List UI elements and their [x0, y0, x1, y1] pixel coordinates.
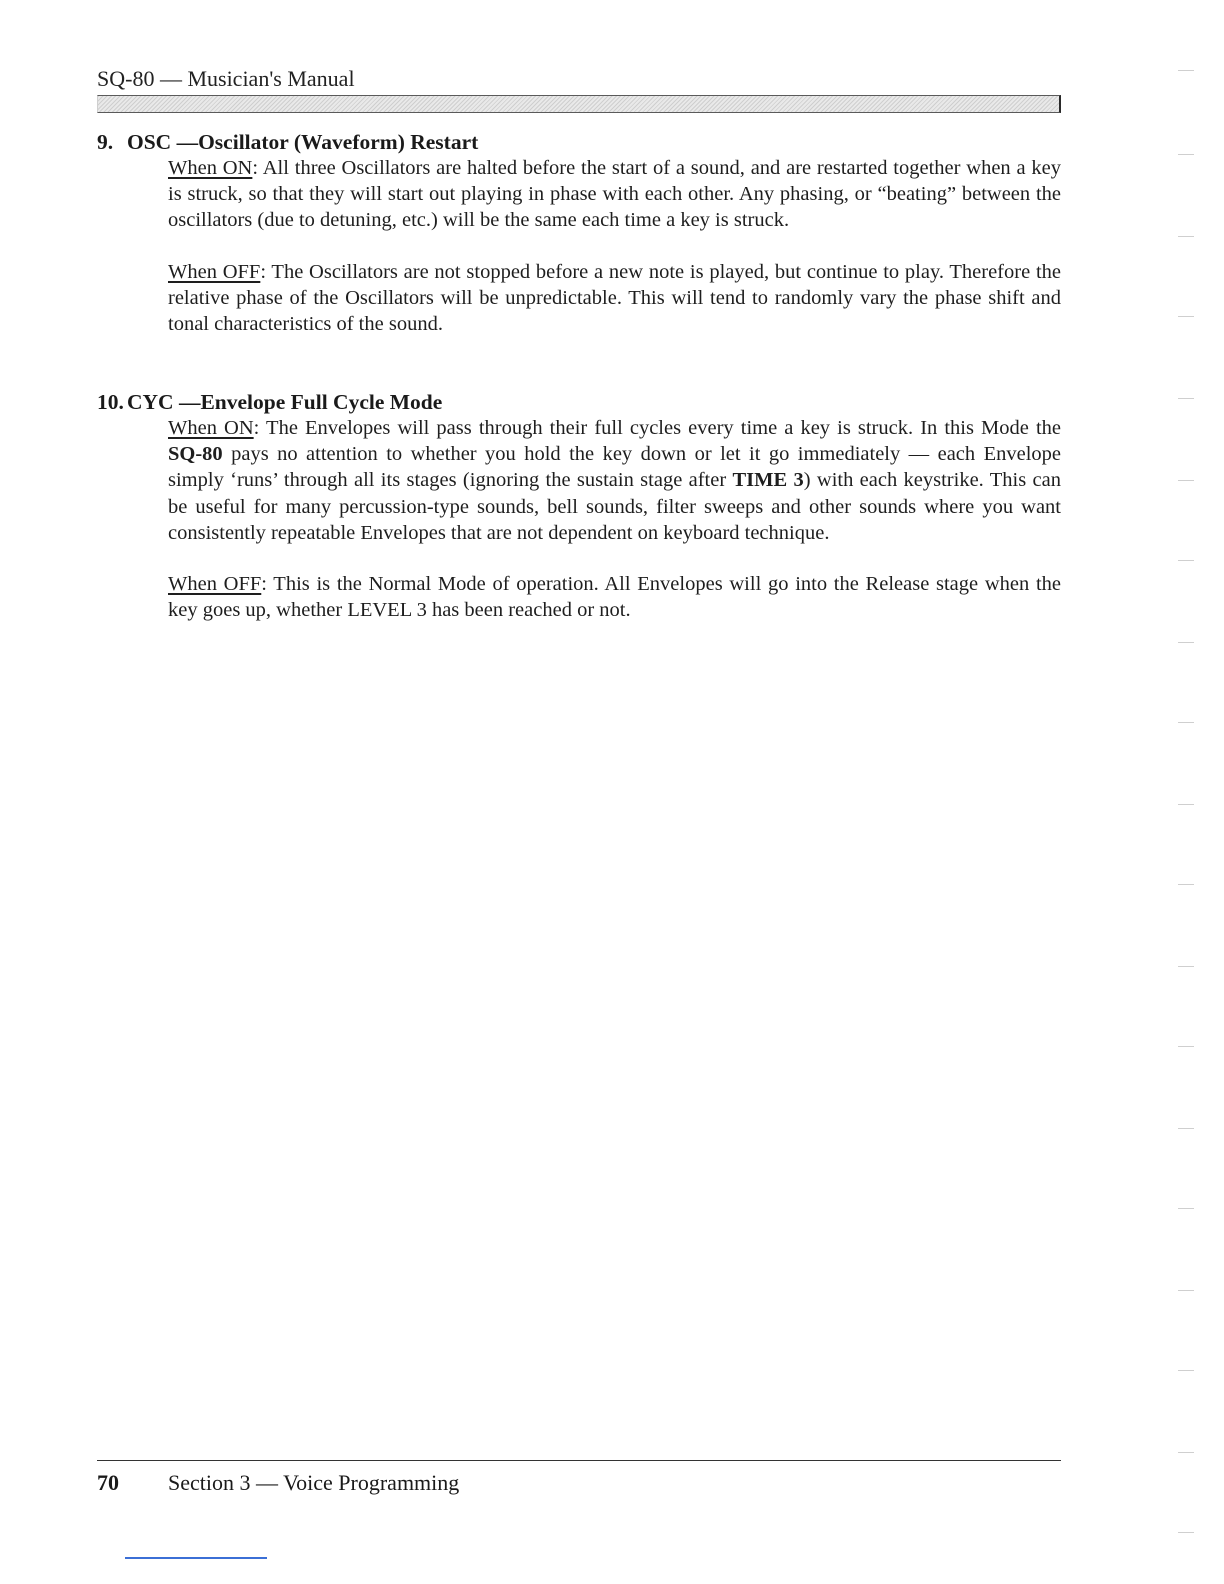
page-number: 70	[97, 1470, 119, 1495]
when-off-label: When OFF	[168, 260, 261, 283]
section-number: 9.	[97, 130, 114, 154]
footer-rule	[97, 1460, 1061, 1461]
section-number: 10.	[97, 390, 124, 414]
section-cyc	[97, 389, 1061, 623]
section-osc	[97, 129, 1061, 337]
paragraph-text: : The Envelopes will pass through their full cycles every time a key is struck. In this Mode the	[253, 417, 1061, 439]
when-on-label: When ON	[168, 417, 254, 439]
paragraph-text: : All three Oscillators are halted before the start of a sound, and are restarted together when a key is struck, so that they will start out playing in phase with each other. Any phasing, or “beating” between the oscillators (due to detuning, etc.) will be the same each time a key is struck.	[168, 157, 1061, 232]
footer-section-title: Section 3 — Voice Programming	[168, 1470, 460, 1495]
page-header: SQ-80 — Musician's Manual	[97, 66, 355, 91]
paragraph-text: pays no attention to whether you hold the key down or let it go immediately — each Envelope simply ‘runs’ through all its stages (ignoring the sustain stage after	[168, 443, 1061, 492]
paragraph-text: : The Oscillators are not stopped before a new note is played, but continue to play. Therefore the relative phase of the Oscillators will be unpredictable. This will tend to randomly vary the phase shift and tonal characteristics of the sound.	[168, 260, 1061, 336]
paragraph-when-off	[168, 571, 1061, 623]
product-name: SQ-80	[168, 443, 223, 466]
paragraph-when-on	[168, 155, 1061, 234]
bottom-accent-line	[125, 1557, 267, 1559]
paragraph-when-off	[168, 259, 1061, 338]
section-title: OSC —Oscillator (Waveform) Restart	[127, 130, 479, 154]
header-bar	[97, 95, 1061, 113]
when-on-label: When ON	[168, 157, 253, 179]
paragraph-when-on	[168, 415, 1061, 546]
scan-edge-marks	[1178, 70, 1198, 1550]
paragraph-text: ) with each keystrike. This can be useful for many percussion-type sounds, bell sounds, filter sweeps and other sounds where you want consistently repeatable Envelopes that are not dependent on keyboard technique.	[168, 469, 1061, 544]
when-off-label: When OFF	[168, 573, 262, 596]
parameter-name: TIME 3	[732, 469, 804, 492]
paragraph-text: : This is the Normal Mode of operation. All Envelopes will go into the Release stage when the key goes up, whether LEVEL 3 has been reached or not.	[168, 573, 1061, 622]
section-title: CYC —Envelope Full Cycle Mode	[127, 390, 443, 414]
section-heading	[97, 129, 1061, 155]
section-heading	[97, 389, 1061, 415]
